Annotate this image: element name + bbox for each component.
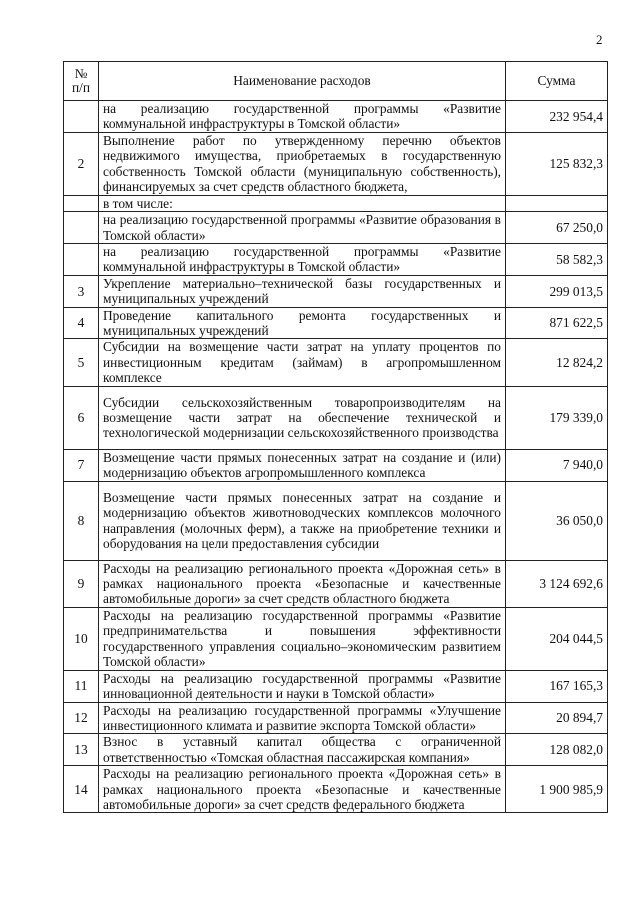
row-description: Расходы на реализацию регионального проекта «Дорожная сеть» в рамках национального проекта «Безопасные и качественные автомобильные дороги» за счет средств федерального бюджета (99, 766, 506, 813)
row-amount: 1 900 985,9 (506, 766, 608, 813)
row-number (64, 101, 99, 133)
row-amount: 12 824,2 (506, 339, 608, 386)
table-row (64, 481, 608, 560)
row-description: Укрепление материально–технической базы государственных и муниципальных учреждений (99, 275, 506, 307)
row-description: Расходы на реализацию государственной программы «Развитие предпринимательства и повышения эффективности государственного управления социально–экономическим развитием Томской области» (99, 607, 506, 670)
row-amount: 125 832,3 (506, 132, 608, 195)
row-amount: 232 954,4 (506, 101, 608, 133)
expenses-table (63, 61, 608, 813)
page-number: 2 (596, 32, 603, 47)
table-row (64, 449, 608, 481)
table-row (64, 195, 608, 211)
row-description: Расходы на реализацию государственной программы «Улучшение инвестиционного климата и развитие экспорта Томской области» (99, 702, 506, 734)
row-description: Субсидии на возмещение части затрат на уплату процентов по инвестиционным кредитам (займам) в агропромышленном комплексе (99, 339, 506, 386)
row-amount: 67 250,0 (506, 212, 608, 244)
row-number: 9 (64, 560, 99, 607)
row-description: Проведение капитального ремонта государственных и муниципальных учреждений (99, 307, 506, 339)
row-description: Расходы на реализацию регионального проекта «Дорожная сеть» в рамках национального проекта «Безопасные и качественные автомобильные дороги» за счет средств областного бюджета (99, 560, 506, 607)
table-row (64, 766, 608, 813)
row-amount: 7 940,0 (506, 449, 608, 481)
row-description: Субсидии сельскохозяйственным товаропроизводителям на возмещение части затрат на обеспечение технической и технологической модернизации сельскохозяйственного производства (99, 386, 506, 449)
row-amount: 58 582,3 (506, 244, 608, 276)
row-description: на реализацию государственной программы «Развитие коммунальной инфраструктуры в Томской области» (99, 101, 506, 133)
row-amount: 299 013,5 (506, 275, 608, 307)
row-description: на реализацию государственной программы «Развитие коммунальной инфраструктуры в Томской области» (99, 244, 506, 276)
table-header-row (64, 62, 608, 101)
table-row (64, 386, 608, 449)
row-description: Выполнение работ по утвержденному перечню объектов недвижимого имущества, приобретаемых в государственную собственность Томской области (муниципальную собственность), финансируемых за счет средств областного бюджета, (99, 132, 506, 195)
row-amount: 167 165,3 (506, 670, 608, 702)
row-number: 5 (64, 339, 99, 386)
row-number: 3 (64, 275, 99, 307)
table-row (64, 132, 608, 195)
row-description: Расходы на реализацию государственной программы «Развитие инновационной деятельности и науки в Томской области» (99, 670, 506, 702)
row-description: Возмещение части прямых понесенных затрат на создание и модернизацию объектов животноводческих комплексов молочного направления (молочных ферм), а также на приобретение техники и оборудования на цели предоставления субсидии (99, 481, 506, 560)
row-number: 13 (64, 734, 99, 766)
table-row (64, 607, 608, 670)
header-sum: Сумма (506, 62, 608, 101)
row-description: на реализацию государственной программы «Развитие образования в Томской области» (99, 212, 506, 244)
row-number: 6 (64, 386, 99, 449)
table-row (64, 244, 608, 276)
row-description: в том числе: (99, 195, 506, 211)
table-row (64, 275, 608, 307)
row-amount: 179 339,0 (506, 386, 608, 449)
row-amount: 3 124 692,6 (506, 560, 608, 607)
row-description: Возмещение части прямых понесенных затрат на создание и (или) модернизацию объектов агропромышленного комплекса (99, 449, 506, 481)
row-number: 14 (64, 766, 99, 813)
table-row (64, 212, 608, 244)
table-row (64, 734, 608, 766)
row-amount: 204 044,5 (506, 607, 608, 670)
row-number: 12 (64, 702, 99, 734)
table-row (64, 307, 608, 339)
row-amount (506, 195, 608, 211)
row-number (64, 244, 99, 276)
header-num: № п/п (64, 62, 99, 101)
row-number: 2 (64, 132, 99, 195)
table-row (64, 339, 608, 386)
table-row (64, 702, 608, 734)
row-number: 10 (64, 607, 99, 670)
row-amount: 871 622,5 (506, 307, 608, 339)
table-row (64, 101, 608, 133)
row-amount: 36 050,0 (506, 481, 608, 560)
header-name: Наименование расходов (99, 62, 506, 101)
table-row (64, 560, 608, 607)
row-number: 7 (64, 449, 99, 481)
row-number (64, 212, 99, 244)
row-number: 11 (64, 670, 99, 702)
row-amount: 128 082,0 (506, 734, 608, 766)
row-description: Взнос в уставный капитал общества с ограниченной ответственностью «Томская областная пассажирская компания» (99, 734, 506, 766)
row-number: 4 (64, 307, 99, 339)
row-amount: 20 894,7 (506, 702, 608, 734)
row-number: 8 (64, 481, 99, 560)
row-number (64, 195, 99, 211)
table-row (64, 670, 608, 702)
